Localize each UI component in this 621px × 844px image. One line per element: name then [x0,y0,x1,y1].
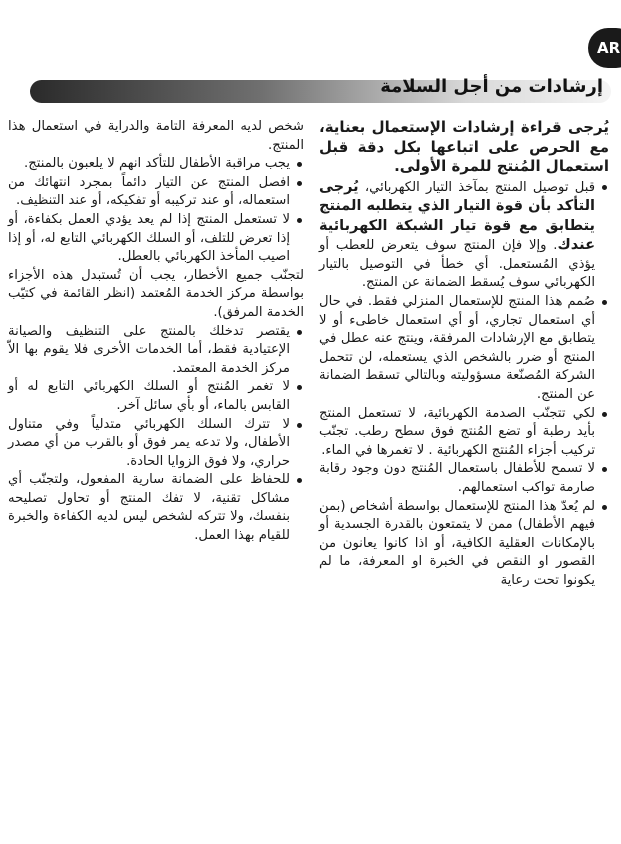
replacement-paragraph: لتجنّب جميع الأخطار، يجب أن تُستبدل هذه الأجزاء بواسطة مركز الخدمة المُعتمد (انظر القائمة في كتيّب الخدمة المرفق). [8,267,304,320]
safety-list-left-a [8,155,304,267]
list-item: لا تسمح للأطفال باستعمال المُنتج دون وجود رقابة صارمة تواكب استعمالهم. [319,460,609,497]
item-text: قبل توصيل المنتج بمآخذ التيار الكهربائي، [358,179,595,195]
item-emphasis: يُرجى التأكد بأن قوة التيار الذي يتطلبه المنتج يتطابق مع قوة تيار الشبكة الكهربائية عندك [319,178,595,254]
list-item: لا تغمر المُنتج أو السلك الكهربائي التابع له أو القابس بالماء، أو بأي سائل آخر. [8,378,304,415]
item-text: . وإلا فإن المنتج سوف يتعرض للعطب أو يؤذي المُستعمل. أي خطأ في التوصيل بالتيار الكهربائي سوف يُسقط الضمانة عن المنتج. [319,238,595,291]
continuation-paragraph: شخص لديه المعرفة التامة والدراية في استعمال هذا المنتج. [8,119,304,153]
list-item: لا تترك السلك الكهربائي متدلياً وفي متناول الأطفال، ولا تدعه يمر فوق أو بالقرب من أي مصدر حراري، ولا فوق الزوايا الحادة. [8,416,304,472]
left-column [8,118,304,546]
language-badge: AR [588,28,621,68]
list-item: لكي تتجنّب الصدمة الكهربائية، لا تستعمل المنتج بأيد رطبة أو تضع المُنتج فوق سطح رطب. تجنّب تركيب أجزاء المُنتج الكهربائية . لا تغمرها في الماء. [319,405,609,461]
right-column [319,118,609,591]
section-title: إرشادات من أجل السلامة [380,76,603,97]
safety-list-left-b [8,323,304,546]
safety-list-right [319,178,609,591]
list-item: يقتصر تدخلك بالمنتج على التنظيف والصيانة الإعتيادية فقط، أما الخدمات الأخرى فلا يقوم بها الاّ مركز الخدمة المعتمد. [8,323,304,379]
list-item: للحفاظ على الضمانة سارية المفعول، ولتجنّب أي مشاكل تقنية، لا تفك المنتج أو تحاول تصليحه بنفسك، ولا تتركه لشخص ليس لديه الكفاءة والخبرة للقيام بهذا العمل. [8,471,304,545]
list-item: لم يُعدّ هذا المنتج للإستعمال بواسطة أشخاص (بمن فيهم الأطفال) ممن لا يتمتعون بالقدرة الجسدية أو بالإمكانات العقلية الكافية، أو اذا كانوا يعانون من القصور او النقص في الخبرة او المعرفة، ما لم يكونوا تحت رعاية [319,498,609,591]
intro-paragraph: يُرجى قراءة إرشادات الإستعمال بعناية، مع الحرص على اتباعها بكل دقة قبل استعمال المُنتج للمرة الأولى. [319,118,609,175]
list-item: يجب مراقبة الأطفال للتأكد انهم لا يلعبون بالمنتج. [8,155,304,174]
list-item: لا تستعمل المنتج إذا لم يعد يؤدي العمل بكفاءة، أو إذا تعرض للتلف، أو السلك الكهربائي التابع له، أو إذا اصيب المأخذ الكهربائي بالعطل. [8,211,304,267]
list-item [319,178,609,294]
list-item: افصل المنتج عن التيار دائماً بمجرد انتهائك من استعماله، أو عند تركيبه أو تفكيكه، أو عند التنظيف. [8,174,304,211]
list-item: صُمم هذا المنتج للإستعمال المنزلي فقط. في حال أي استعمال تجاري، أو أي استعمال خاطىء أو لا يتطابق مع الإرشادات المرفقة، وينتج عنه عطل في المنتج أو ضرر بالشخص الذي يستعمله، لن تتحمل الشركة المُصنّعة مسؤوليته وبالتالي تسقط الضمانة عن المنتج. [319,293,609,405]
